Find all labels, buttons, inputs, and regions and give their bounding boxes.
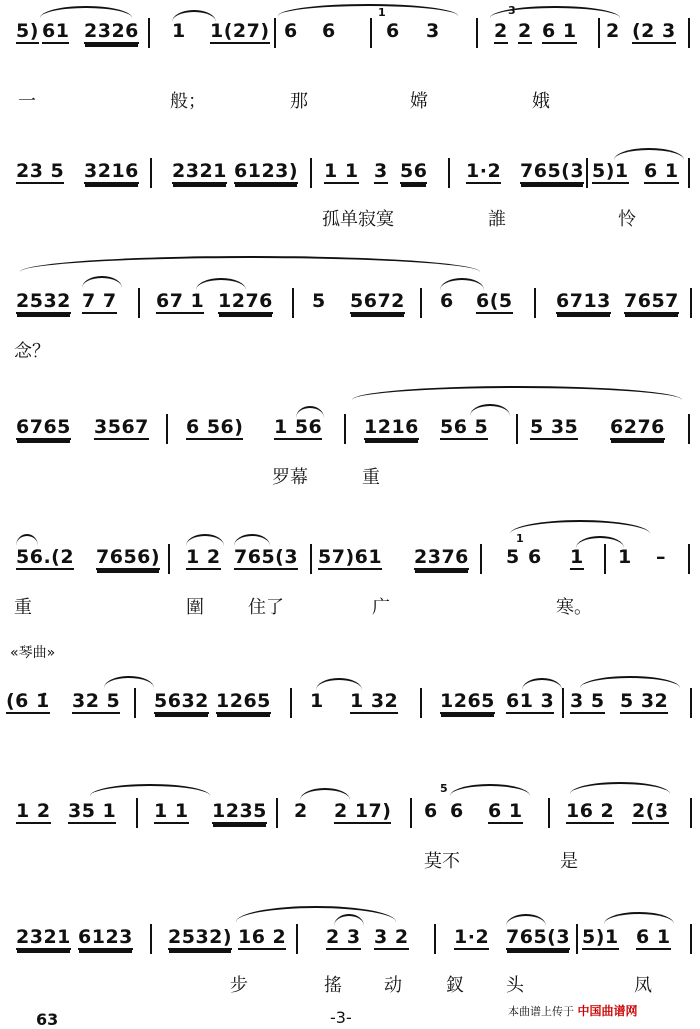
note-group: 5) [16,20,39,42]
note-group: 6 1 [644,160,679,182]
note-group: 1 32 [350,690,399,712]
note-group: 6 [440,290,454,312]
lyric: 广 [372,597,390,618]
lyric: 那 [290,91,308,112]
note-group: 56 [400,160,428,182]
note-group: 1 2 [186,546,221,568]
grace-note: 1 [378,6,386,19]
note-group: 6 [450,800,464,822]
lyric: 凤 [634,975,652,996]
note-group: 2 [294,800,308,822]
note-group: 765(3 [234,546,299,568]
note-group: 5632 [154,690,209,712]
note-group: 6 [322,20,336,42]
note-group: 3567 [94,416,149,438]
note-group: 5 [506,546,520,568]
note-group: 6276 [610,416,665,438]
corner-number: 63 [36,1010,59,1029]
grace-note: 1 [516,532,524,545]
note-group: 6 [528,546,542,568]
credit-line [508,1002,638,1019]
note-group: 1235 [212,800,267,822]
note-group: 1 [570,546,584,568]
note-group: 5)1 [592,160,629,182]
note-group: 2321 [16,926,71,948]
note-group: 2 17) [334,800,392,822]
note-group: 2(3 [632,800,669,822]
note-group: 1 56 [274,416,323,438]
note-group: 23 5 [16,160,65,182]
note-group: 2 [606,20,620,42]
grace-note: 3 [508,4,516,17]
note-group: 32 5 [72,690,121,712]
note-group: 1·2 [454,926,490,948]
lyric: 誰 [488,209,506,230]
note-group: 67 1 [156,290,205,312]
note-group: 6 56) [186,416,244,438]
lyric: 一 [18,91,36,112]
note-group: 1 1 [154,800,189,822]
note-group: 6(5 [476,290,513,312]
note-group: 61 3 [506,690,555,712]
lyric: 嫦 [410,91,428,112]
note-group: 1265 [216,690,271,712]
note-group: 6 [386,20,400,42]
lyric: 圍 [186,597,204,618]
note-group: 56.(2 [16,546,75,568]
note-group: 2 3 [326,926,361,948]
note-group: 5672 [350,290,405,312]
note-group: 61 [42,20,70,42]
note-group: 2532) [168,926,233,948]
lyric: 娥 [532,91,550,112]
note-group: – [656,546,666,568]
note-group: 6123 [78,926,133,948]
note-group: 3 [374,160,388,182]
note-group: 6 [284,20,298,42]
note-group: 1 [172,20,186,42]
note-group: 16 2 [238,926,287,948]
lyric: 般； [170,91,206,112]
note-group: 3 2 [374,926,409,948]
note-group: 5)1 [582,926,619,948]
note-group: (2 3 [632,20,676,42]
note-group: 6 1 [542,20,577,42]
note-group: 5 35 [530,416,579,438]
note-group: 765(3 [520,160,585,182]
lyric: 重 [14,597,32,618]
note-group: 2376 [414,546,469,568]
page-number: -3- [330,1008,352,1027]
lyric: 步 [230,975,248,996]
lyric: 重 [362,467,380,488]
note-group: 3 [426,20,440,42]
note-group: 6 1 [636,926,671,948]
note-group: 57)61 [318,546,383,568]
note-group: 7656) [96,546,161,568]
note-group: 16 2 [566,800,615,822]
note-group: 2321 [172,160,227,182]
note-group: 2 [494,20,508,42]
note-group: 7657 [624,290,679,312]
note-group: 3 5 [570,690,605,712]
note-group: 1265 [440,690,495,712]
lyric: 搖 [324,975,342,996]
lyric: 头 [506,975,524,996]
note-group: 1 [618,546,632,568]
note-group: 1276 [218,290,273,312]
lyric: 寒。 [556,597,592,618]
note-group: 56 5 [440,416,489,438]
note-group: 2326 [84,20,139,42]
lyric: 是 [560,851,578,872]
note-group: 7 7 [82,290,117,312]
lyric: 莫不 [424,851,460,872]
note-group: 2 [518,20,532,42]
note-group: 1 1 [324,160,359,182]
note-group: 5 [312,290,326,312]
lyric: 罗幕 [272,467,308,488]
note-group: 6123) [234,160,299,182]
credit-text: 本曲谱上传于 [508,1005,574,1018]
note-group: 3216 [84,160,139,182]
note-group: 1·2 [466,160,502,182]
note-group: 6 [424,800,438,822]
lyric: 住了 [248,597,284,618]
note-group: 1 2 [16,800,51,822]
lyric: 念？ [14,341,50,362]
site-logo: 中国曲谱网 [577,1004,638,1018]
note-group: 1 [310,690,324,712]
note-group: (6 1̇ [6,690,50,712]
section-label: «琴曲» [10,645,56,661]
note-group: 1216 [364,416,419,438]
lyric: 动 [384,975,402,996]
lyric: 釵 [446,975,464,996]
note-group: 1(27) [210,20,270,42]
note-group: 6 1 [488,800,523,822]
note-group: 6765 [16,416,71,438]
note-group: 35 1 [68,800,117,822]
note-group: 5 32 [620,690,669,712]
lyric: 怜 [618,209,636,230]
lyric: 孤单寂寞 [322,209,394,230]
grace-note: 5 [440,782,448,795]
note-group: 2532 [16,290,71,312]
note-group: 765(3 [506,926,571,948]
note-group: 6713 [556,290,611,312]
